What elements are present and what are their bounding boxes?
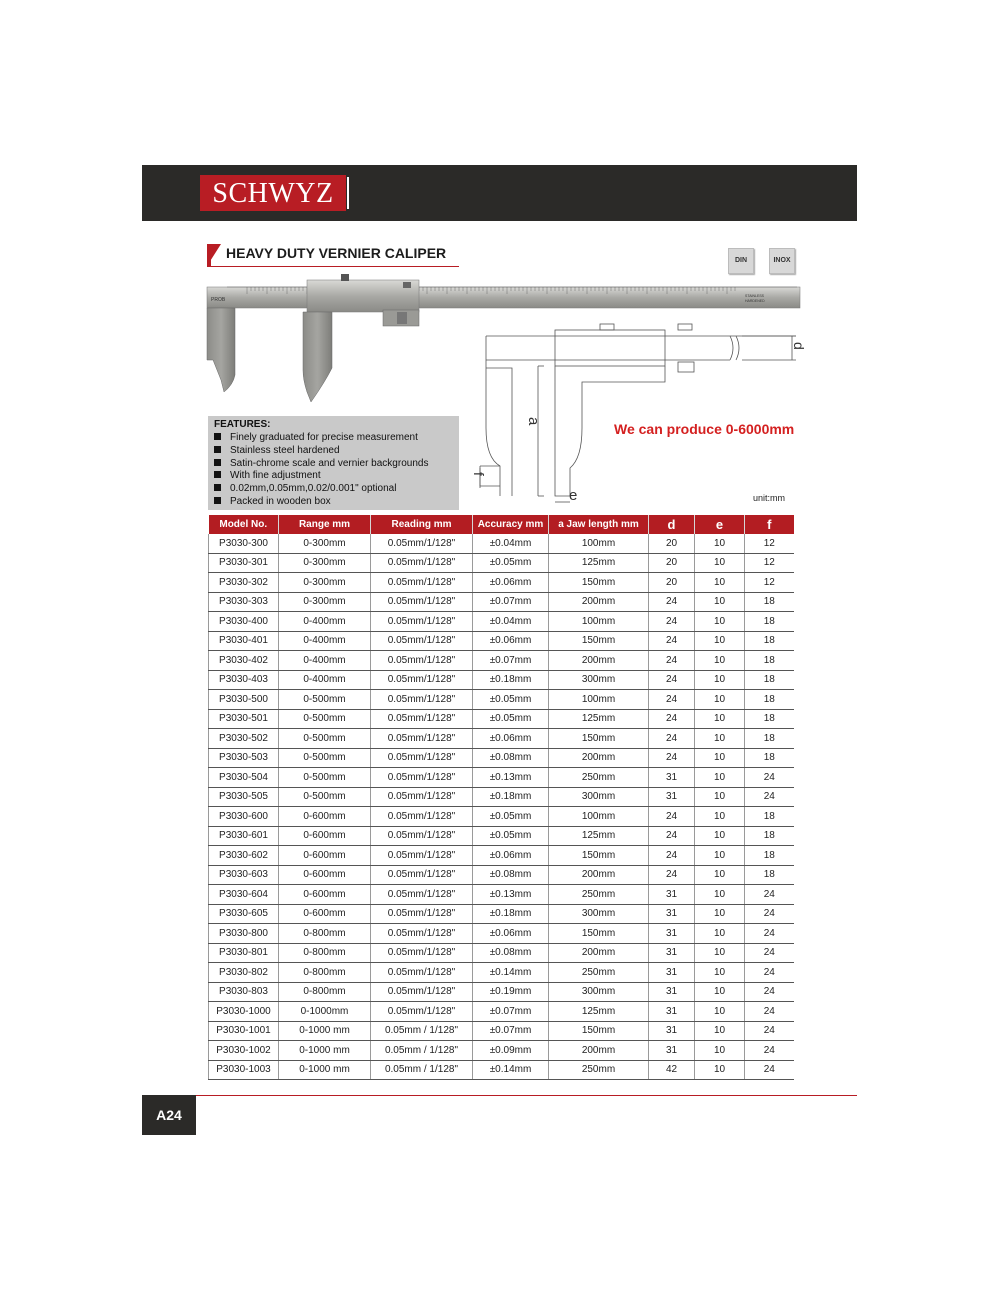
cell-range: 0-500mm: [279, 787, 371, 807]
cell-reading: 0.05mm/1/128": [371, 690, 473, 710]
cell-model: P3030-300: [209, 534, 279, 553]
cell-f: 24: [745, 1002, 794, 1022]
dimension-f-label: f: [471, 472, 487, 476]
cell-range: 0-600mm: [279, 846, 371, 866]
cell-d: 31: [649, 768, 695, 788]
features-title: FEATURES:: [214, 419, 271, 430]
square-bullet-icon: [214, 471, 221, 478]
cell-d: 31: [649, 1021, 695, 1041]
cell-f: 18: [745, 651, 794, 671]
cell-f: 24: [745, 1041, 794, 1061]
cell-e: 10: [695, 1002, 745, 1022]
cell-model: P3030-800: [209, 924, 279, 944]
cell-f: 18: [745, 826, 794, 846]
cell-f: 24: [745, 885, 794, 905]
square-bullet-icon: [214, 446, 221, 453]
cell-e: 10: [695, 826, 745, 846]
cell-f: 18: [745, 612, 794, 632]
cell-reading: 0.05mm/1/128": [371, 573, 473, 593]
cell-range: 0-500mm: [279, 690, 371, 710]
cell-model: P3030-503: [209, 748, 279, 768]
cell-jaw-length: 250mm: [549, 1060, 649, 1080]
cell-reading: 0.05mm/1/128": [371, 553, 473, 573]
cell-jaw-length: 100mm: [549, 612, 649, 632]
cell-model: P3030-502: [209, 729, 279, 749]
cell-e: 10: [695, 670, 745, 690]
feature-item: Satin-chrome scale and vernier backgrounds: [214, 458, 428, 471]
cell-e: 10: [695, 573, 745, 593]
cell-range: 0-1000mm: [279, 1002, 371, 1022]
cell-e: 10: [695, 885, 745, 905]
cell-range: 0-800mm: [279, 924, 371, 944]
cell-reading: 0.05mm/1/128": [371, 865, 473, 885]
cell-jaw-length: 150mm: [549, 1021, 649, 1041]
cell-jaw-length: 300mm: [549, 787, 649, 807]
cell-e: 10: [695, 768, 745, 788]
din-badge: DIN: [728, 248, 754, 274]
cell-e: 10: [695, 631, 745, 651]
cell-d: 31: [649, 1002, 695, 1022]
cell-d: 42: [649, 1060, 695, 1080]
dimension-e-label: e: [569, 487, 578, 504]
cell-range: 0-400mm: [279, 651, 371, 671]
table-row: [209, 826, 794, 846]
cell-reading: 0.05mm/1/128": [371, 709, 473, 729]
unit-label: unit:mm: [753, 493, 786, 503]
cell-d: 24: [649, 651, 695, 671]
cell-f: 24: [745, 904, 794, 924]
cell-d: 31: [649, 1041, 695, 1061]
cell-reading: 0.05mm / 1/128": [371, 1041, 473, 1061]
table-row: [209, 885, 794, 905]
cell-e: 10: [695, 1041, 745, 1061]
cell-d: 31: [649, 787, 695, 807]
cell-reading: 0.05mm/1/128": [371, 982, 473, 1002]
page-title: HEAVY DUTY VERNIER CALIPER: [226, 245, 447, 261]
cell-jaw-length: 200mm: [549, 865, 649, 885]
cell-reading: 0.05mm/1/128": [371, 612, 473, 632]
cell-f: 18: [745, 670, 794, 690]
cell-reading: 0.05mm/1/128": [371, 924, 473, 944]
cell-accuracy: ±0.06mm: [473, 729, 549, 749]
cell-d: 24: [649, 846, 695, 866]
table-row: [209, 846, 794, 866]
cell-f: 18: [745, 748, 794, 768]
cell-jaw-length: 150mm: [549, 924, 649, 944]
cell-reading: 0.05mm/1/128": [371, 807, 473, 827]
cell-model: P3030-603: [209, 865, 279, 885]
cell-accuracy: ±0.13mm: [473, 768, 549, 788]
cell-e: 10: [695, 807, 745, 827]
cell-f: 18: [745, 631, 794, 651]
cell-jaw-length: 200mm: [549, 592, 649, 612]
cell-d: 24: [649, 670, 695, 690]
cell-d: 24: [649, 807, 695, 827]
table-row: [209, 787, 794, 807]
cell-range: 0-600mm: [279, 807, 371, 827]
brand-divider: [347, 177, 349, 209]
cell-d: 31: [649, 963, 695, 983]
cell-reading: 0.05mm/1/128": [371, 768, 473, 788]
cell-reading: 0.05mm/1/128": [371, 943, 473, 963]
cell-accuracy: ±0.07mm: [473, 651, 549, 671]
cell-reading: 0.05mm/1/128": [371, 534, 473, 553]
table-row: [209, 592, 794, 612]
cell-jaw-length: 150mm: [549, 846, 649, 866]
cell-accuracy: ±0.05mm: [473, 553, 549, 573]
cell-range: 0-800mm: [279, 982, 371, 1002]
table-body: [209, 534, 794, 1080]
cell-d: 31: [649, 885, 695, 905]
cell-d: 24: [649, 709, 695, 729]
cell-range: 0-1000 mm: [279, 1041, 371, 1061]
table-row: [209, 982, 794, 1002]
cell-reading: 0.05mm/1/128": [371, 885, 473, 905]
cell-jaw-length: 200mm: [549, 1041, 649, 1061]
square-bullet-icon: [214, 433, 221, 440]
header-jaw-length: a Jaw length mm: [549, 515, 649, 534]
table-row: [209, 729, 794, 749]
table-row: [209, 807, 794, 827]
cell-jaw-length: 100mm: [549, 690, 649, 710]
cell-model: P3030-602: [209, 846, 279, 866]
cell-accuracy: ±0.08mm: [473, 748, 549, 768]
cell-d: 31: [649, 982, 695, 1002]
cell-d: 31: [649, 943, 695, 963]
cell-model: P3030-605: [209, 904, 279, 924]
table-row: [209, 553, 794, 573]
cell-accuracy: ±0.14mm: [473, 963, 549, 983]
features-list: [214, 432, 428, 509]
cell-d: 24: [649, 631, 695, 651]
cell-accuracy: ±0.05mm: [473, 807, 549, 827]
footer-line: [142, 1095, 857, 1096]
cell-d: 31: [649, 924, 695, 944]
cell-e: 10: [695, 553, 745, 573]
cell-jaw-length: 100mm: [549, 534, 649, 553]
table-row: [209, 670, 794, 690]
cell-model: P3030-803: [209, 982, 279, 1002]
cell-jaw-length: 100mm: [549, 807, 649, 827]
cell-f: 18: [745, 865, 794, 885]
cell-reading: 0.05mm/1/128": [371, 904, 473, 924]
table-row: [209, 690, 794, 710]
dimension-a-label: a: [525, 417, 542, 426]
cell-f: 18: [745, 846, 794, 866]
cell-reading: 0.05mm / 1/128": [371, 1021, 473, 1041]
cell-accuracy: ±0.08mm: [473, 943, 549, 963]
cell-e: 10: [695, 709, 745, 729]
cell-d: 20: [649, 553, 695, 573]
cell-reading: 0.05mm/1/128": [371, 670, 473, 690]
cell-accuracy: ±0.06mm: [473, 631, 549, 651]
table-row: [209, 1002, 794, 1022]
square-bullet-icon: [214, 484, 221, 491]
cell-range: 0-500mm: [279, 768, 371, 788]
cell-d: 24: [649, 592, 695, 612]
cell-model: P3030-1001: [209, 1021, 279, 1041]
table-row: [209, 534, 794, 553]
cell-model: P3030-501: [209, 709, 279, 729]
cell-d: 24: [649, 612, 695, 632]
cell-f: 12: [745, 534, 794, 553]
header-accuracy: Accuracy mm: [473, 515, 549, 534]
inox-badge: INOX: [769, 248, 795, 274]
cell-accuracy: ±0.09mm: [473, 1041, 549, 1061]
cell-jaw-length: 125mm: [549, 1002, 649, 1022]
cell-jaw-length: 300mm: [549, 982, 649, 1002]
cell-range: 0-600mm: [279, 826, 371, 846]
svg-text:PROB: PROB: [211, 297, 226, 303]
feature-item: Stainless steel hardened: [214, 445, 428, 458]
cell-accuracy: ±0.04mm: [473, 612, 549, 632]
cell-range: 0-600mm: [279, 865, 371, 885]
cell-f: 12: [745, 573, 794, 593]
cell-accuracy: ±0.06mm: [473, 924, 549, 944]
cell-e: 10: [695, 690, 745, 710]
cell-accuracy: ±0.04mm: [473, 534, 549, 553]
cell-e: 10: [695, 904, 745, 924]
cell-jaw-length: 300mm: [549, 904, 649, 924]
cell-reading: 0.05mm / 1/128": [371, 1060, 473, 1080]
table-row: [209, 963, 794, 983]
cell-jaw-length: 125mm: [549, 709, 649, 729]
cell-d: 20: [649, 534, 695, 553]
cell-jaw-length: 150mm: [549, 573, 649, 593]
title-flag-icon: [207, 244, 221, 266]
feature-item: Finely graduated for precise measurement: [214, 432, 428, 445]
cell-accuracy: ±0.08mm: [473, 865, 549, 885]
cell-model: P3030-505: [209, 787, 279, 807]
cell-d: 24: [649, 690, 695, 710]
spec-table: [208, 515, 794, 1080]
cell-reading: 0.05mm/1/128": [371, 651, 473, 671]
cell-e: 10: [695, 534, 745, 553]
cell-range: 0-500mm: [279, 748, 371, 768]
cell-f: 18: [745, 709, 794, 729]
header-range: Range mm: [279, 515, 371, 534]
cell-e: 10: [695, 651, 745, 671]
cell-accuracy: ±0.18mm: [473, 904, 549, 924]
header-e: e: [695, 515, 745, 534]
cell-range: 0-400mm: [279, 612, 371, 632]
dimension-drawing: [460, 318, 807, 508]
cell-range: 0-400mm: [279, 631, 371, 651]
cell-accuracy: ±0.14mm: [473, 1060, 549, 1080]
cell-model: P3030-1003: [209, 1060, 279, 1080]
cell-e: 10: [695, 592, 745, 612]
table-row: [209, 631, 794, 651]
cell-reading: 0.05mm/1/128": [371, 1002, 473, 1022]
cell-e: 10: [695, 924, 745, 944]
title-underline: [207, 266, 459, 267]
cell-reading: 0.05mm/1/128": [371, 846, 473, 866]
feature-item: Packed in wooden box: [214, 496, 428, 509]
cell-e: 10: [695, 1060, 745, 1080]
features-box: [208, 416, 459, 510]
cell-jaw-length: 200mm: [549, 748, 649, 768]
cell-accuracy: ±0.07mm: [473, 592, 549, 612]
table-row: [209, 748, 794, 768]
cell-f: 24: [745, 787, 794, 807]
cell-model: P3030-301: [209, 553, 279, 573]
cell-range: 0-500mm: [279, 729, 371, 749]
cell-model: P3030-802: [209, 963, 279, 983]
cell-e: 10: [695, 846, 745, 866]
cell-model: P3030-303: [209, 592, 279, 612]
cell-model: P3030-400: [209, 612, 279, 632]
cell-range: 0-300mm: [279, 592, 371, 612]
cell-accuracy: ±0.07mm: [473, 1021, 549, 1041]
cell-e: 10: [695, 943, 745, 963]
cell-model: P3030-801: [209, 943, 279, 963]
cell-d: 24: [649, 748, 695, 768]
feature-item: 0.02mm,0.05mm,0.02/0.001" optional: [214, 483, 428, 496]
table-header-row: [209, 515, 794, 534]
cell-jaw-length: 250mm: [549, 885, 649, 905]
cell-range: 0-800mm: [279, 943, 371, 963]
header-reading: Reading mm: [371, 515, 473, 534]
cell-jaw-length: 125mm: [549, 826, 649, 846]
header-d: d: [649, 515, 695, 534]
cell-model: P3030-403: [209, 670, 279, 690]
cell-reading: 0.05mm/1/128": [371, 748, 473, 768]
cell-jaw-length: 250mm: [549, 768, 649, 788]
table-row: [209, 1021, 794, 1041]
cell-model: P3030-302: [209, 573, 279, 593]
cell-range: 0-500mm: [279, 709, 371, 729]
cell-accuracy: ±0.18mm: [473, 787, 549, 807]
cell-model: P3030-1002: [209, 1041, 279, 1061]
table-row: [209, 924, 794, 944]
cell-f: 18: [745, 729, 794, 749]
cell-f: 24: [745, 963, 794, 983]
square-bullet-icon: [214, 497, 221, 504]
cell-e: 10: [695, 729, 745, 749]
cell-e: 10: [695, 982, 745, 1002]
cell-accuracy: ±0.06mm: [473, 846, 549, 866]
cell-range: 0-400mm: [279, 670, 371, 690]
table-row: [209, 1041, 794, 1061]
cell-accuracy: ±0.13mm: [473, 885, 549, 905]
cell-jaw-length: 200mm: [549, 651, 649, 671]
cell-f: 18: [745, 807, 794, 827]
cell-f: 18: [745, 690, 794, 710]
table-row: [209, 865, 794, 885]
cell-reading: 0.05mm/1/128": [371, 729, 473, 749]
cell-range: 0-300mm: [279, 573, 371, 593]
cell-model: P3030-402: [209, 651, 279, 671]
cell-e: 10: [695, 787, 745, 807]
cell-f: 24: [745, 924, 794, 944]
cell-jaw-length: 300mm: [549, 670, 649, 690]
header-f: f: [745, 515, 794, 534]
cell-e: 10: [695, 612, 745, 632]
cell-range: 0-1000 mm: [279, 1060, 371, 1080]
cell-f: 24: [745, 982, 794, 1002]
cell-d: 24: [649, 865, 695, 885]
cell-reading: 0.05mm/1/128": [371, 592, 473, 612]
table-row: [209, 651, 794, 671]
cell-model: P3030-401: [209, 631, 279, 651]
cell-f: 18: [745, 592, 794, 612]
cell-reading: 0.05mm/1/128": [371, 963, 473, 983]
cell-model: P3030-500: [209, 690, 279, 710]
svg-text:HARDENED: HARDENED: [745, 299, 765, 303]
cell-jaw-length: 125mm: [549, 553, 649, 573]
cell-reading: 0.05mm/1/128": [371, 787, 473, 807]
feature-item: With fine adjustment: [214, 470, 428, 483]
table-row: [209, 709, 794, 729]
cell-e: 10: [695, 1021, 745, 1041]
cell-range: 0-300mm: [279, 534, 371, 553]
cell-jaw-length: 150mm: [549, 631, 649, 651]
header-model: Model No.: [209, 515, 279, 534]
cell-d: 31: [649, 904, 695, 924]
cell-reading: 0.05mm/1/128": [371, 826, 473, 846]
cell-accuracy: ±0.05mm: [473, 690, 549, 710]
promo-text: We can produce 0-6000mm: [614, 421, 795, 437]
table-row: [209, 1060, 794, 1080]
cell-model: P3030-601: [209, 826, 279, 846]
cell-accuracy: ±0.05mm: [473, 826, 549, 846]
cell-jaw-length: 150mm: [549, 729, 649, 749]
cell-f: 24: [745, 943, 794, 963]
table-row: [209, 573, 794, 593]
square-bullet-icon: [214, 459, 221, 466]
svg-text:STAINLESS: STAINLESS: [745, 294, 764, 298]
cell-jaw-length: 200mm: [549, 943, 649, 963]
page-number: A24: [142, 1095, 196, 1135]
cell-accuracy: ±0.19mm: [473, 982, 549, 1002]
cell-reading: 0.05mm/1/128": [371, 631, 473, 651]
cell-f: 12: [745, 553, 794, 573]
cell-jaw-length: 250mm: [549, 963, 649, 983]
cell-e: 10: [695, 865, 745, 885]
cell-d: 24: [649, 826, 695, 846]
cell-range: 0-600mm: [279, 885, 371, 905]
cell-accuracy: ±0.18mm: [473, 670, 549, 690]
table-row: [209, 904, 794, 924]
brand-logo: SCHWYZ: [200, 175, 346, 211]
dimension-d-label: d: [791, 342, 807, 350]
cell-e: 10: [695, 748, 745, 768]
cell-model: P3030-1000: [209, 1002, 279, 1022]
cell-accuracy: ±0.07mm: [473, 1002, 549, 1022]
cell-model: P3030-504: [209, 768, 279, 788]
cell-accuracy: ±0.05mm: [473, 709, 549, 729]
cell-f: 24: [745, 768, 794, 788]
cell-model: P3030-604: [209, 885, 279, 905]
cell-accuracy: ±0.06mm: [473, 573, 549, 593]
table-row: [209, 612, 794, 632]
table-row: [209, 768, 794, 788]
cell-model: P3030-600: [209, 807, 279, 827]
cell-range: 0-800mm: [279, 963, 371, 983]
cell-d: 20: [649, 573, 695, 593]
cell-range: 0-1000 mm: [279, 1021, 371, 1041]
cell-range: 0-300mm: [279, 553, 371, 573]
cell-f: 24: [745, 1060, 794, 1080]
cell-d: 24: [649, 729, 695, 749]
cell-range: 0-600mm: [279, 904, 371, 924]
cell-e: 10: [695, 963, 745, 983]
table-row: [209, 943, 794, 963]
cell-f: 24: [745, 1021, 794, 1041]
